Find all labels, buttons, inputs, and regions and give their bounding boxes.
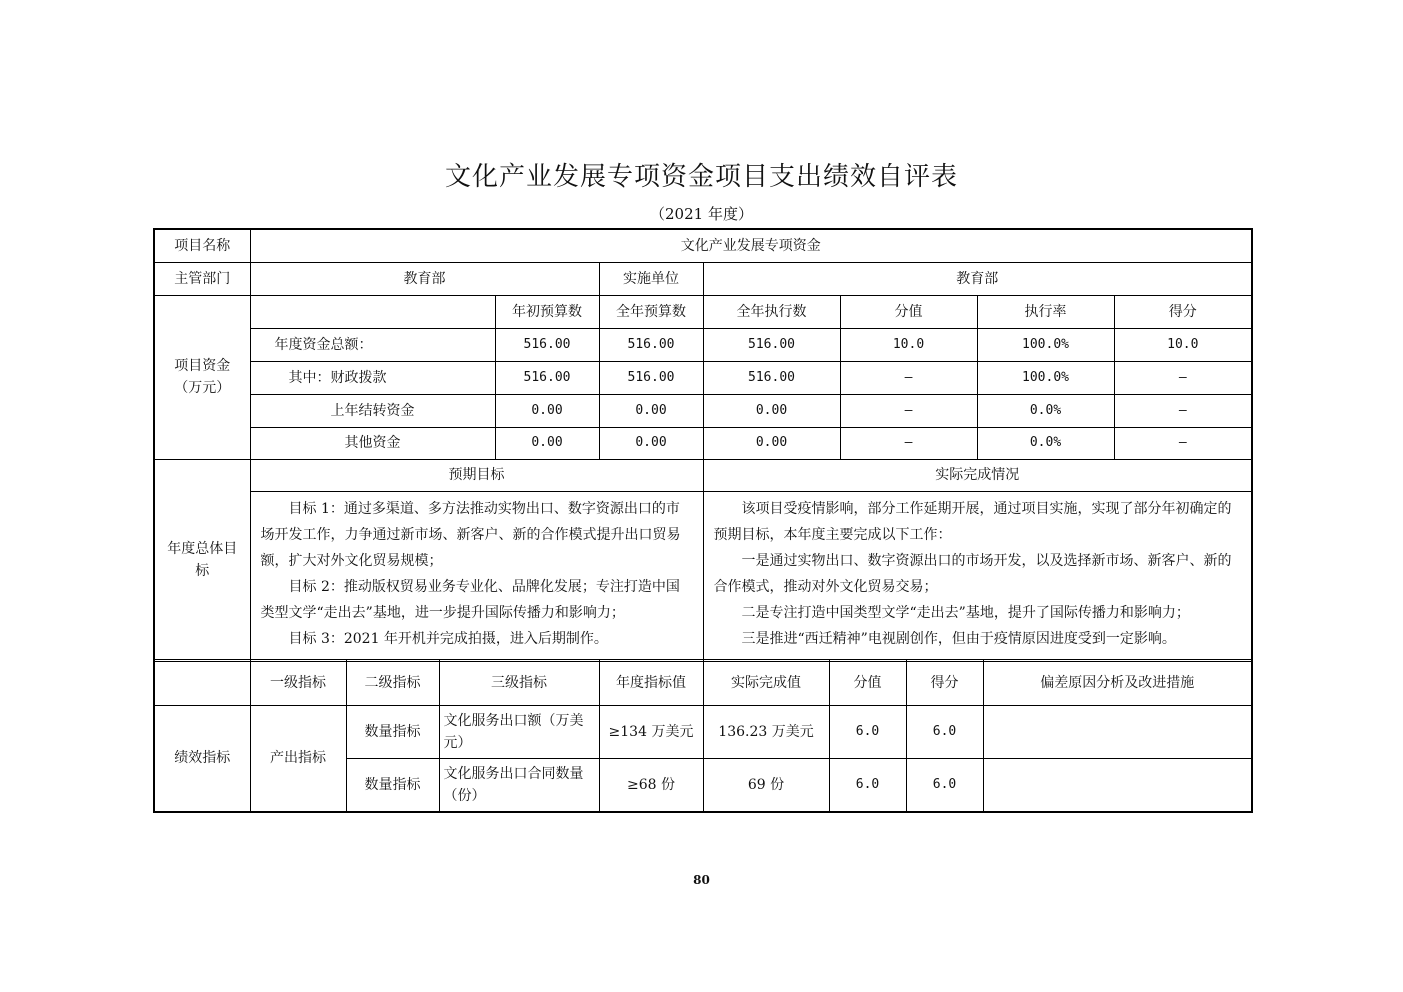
level2-indicator: 数量指标: [346, 706, 439, 759]
indicators-header: 分值: [829, 660, 906, 706]
funds-row: [154, 427, 1252, 459]
project-name-label: 项目名称: [154, 229, 250, 262]
expected-goal: 目标 1：通过多渠道、多方法推动实物出口、数字资源出口的市场开发工作，力争通过新市场、新客户、新的合作模式提升出口贸易额，扩大对外文化贸易规模；: [260, 500, 681, 569]
expected-goals-text: [250, 491, 703, 661]
actual-goals-text: [703, 491, 1252, 661]
funds-cell: 100.0%: [977, 361, 1114, 394]
level1-indicator: 产出指标: [250, 706, 346, 812]
funds-row: [154, 394, 1252, 427]
funds-row: [154, 361, 1252, 394]
indicators-header: 偏差原因分析及改进措施: [983, 660, 1252, 706]
expected-goal: 目标 3：2021 年开机并完成拍摄，进入后期制作。: [288, 630, 608, 647]
score-value: 6.0: [829, 759, 906, 812]
deviation-note: [983, 706, 1252, 759]
indicators-header: 得分: [906, 660, 983, 706]
funds-cell: 0.00: [495, 427, 599, 459]
page-number: 80: [693, 873, 710, 887]
got-value: 6.0: [906, 759, 983, 812]
funds-cell: 0.00: [495, 394, 599, 427]
actual-goals-header: 实际完成情况: [703, 459, 1252, 491]
indicators-label: 绩效指标: [154, 706, 250, 812]
indicator-row: [154, 706, 1252, 759]
funds-cell: 516.00: [495, 361, 599, 394]
indicators-header: 三级指标: [439, 660, 599, 706]
funds-cell: —: [1114, 394, 1252, 427]
funds-row-name: 其中：财政拨款: [250, 361, 495, 394]
funds-row: [154, 328, 1252, 361]
funds-cell: 10.0: [840, 328, 977, 361]
funds-cell: 0.00: [703, 427, 840, 459]
level2-indicator: 数量指标: [346, 759, 439, 812]
funds-header: 得分: [1114, 295, 1252, 328]
funds-cell: 516.00: [703, 361, 840, 394]
dept-value: 教育部: [250, 262, 599, 295]
funds-cell: —: [1114, 427, 1252, 459]
funds-header-blank: [250, 295, 495, 328]
got-value: 6.0: [906, 706, 983, 759]
indicators-header: 一级指标: [250, 660, 346, 706]
project-name-value: 文化产业发展专项资金: [250, 229, 1252, 262]
actual-value: 136.23 万美元: [703, 706, 829, 759]
funds-row-name: 年度资金总额：: [250, 328, 495, 361]
funds-cell: 0.00: [599, 394, 703, 427]
expected-goals-header: 预期目标: [250, 459, 703, 491]
indicators-table: [153, 659, 1253, 813]
dept-label: 主管部门: [154, 262, 250, 295]
funds-cell: —: [840, 394, 977, 427]
indicators-header-blank: [154, 660, 250, 706]
indicators-header: 年度指标值: [599, 660, 703, 706]
actual-value: 69 份: [703, 759, 829, 812]
target-value: ≥68 份: [599, 759, 703, 812]
funds-cell: 516.00: [599, 328, 703, 361]
funds-cell: 516.00: [703, 328, 840, 361]
level3-indicator: 文化服务出口额（万美元）: [439, 706, 599, 759]
funds-row-name: 上年结转资金: [250, 394, 495, 427]
goals-label: 年度总体目 标: [154, 459, 250, 661]
indicators-header: 二级指标: [346, 660, 439, 706]
funds-cell: —: [840, 427, 977, 459]
funds-cell: 0.0%: [977, 394, 1114, 427]
actual-goal: 三是推进“西迁精神”电视剧创作，但由于疫情原因进度受到一定影响。: [741, 630, 1176, 647]
funds-cell: 0.00: [599, 427, 703, 459]
level3-indicator: 文化服务出口合同数量（份）: [439, 759, 599, 812]
funds-cell: —: [1114, 361, 1252, 394]
actual-goal: 一是通过实物出口、数字资源出口的市场开发，以及选择新市场、新客户、新的合作模式，推动对外文化贸易交易；: [713, 552, 1232, 595]
funds-cell: 100.0%: [977, 328, 1114, 361]
funds-cell: 0.00: [703, 394, 840, 427]
page-subtitle: （2021 年度）: [650, 205, 753, 223]
target-value: ≥134 万美元: [599, 706, 703, 759]
funds-cell: 10.0: [1114, 328, 1252, 361]
actual-goal: 二是专注打造中国类型文学“走出去”基地，提升了国际传播力和影响力；: [741, 604, 1190, 621]
funds-header: 全年执行数: [703, 295, 840, 328]
funds-header: 全年预算数: [599, 295, 703, 328]
funds-header: 分值: [840, 295, 977, 328]
expected-goal: 目标 2：推动版权贸易业务专业化、品牌化发展；专注打造中国类型文学“走出去”基地，进一步提升国际传播力和影响力；: [260, 578, 680, 621]
funds-cell: —: [840, 361, 977, 394]
funds-header: 年初预算数: [495, 295, 599, 328]
funds-cell: 516.00: [599, 361, 703, 394]
indicators-header: 实际完成值: [703, 660, 829, 706]
impl-label: 实施单位: [599, 262, 703, 295]
summary-table: [153, 228, 1253, 662]
score-value: 6.0: [829, 706, 906, 759]
funds-label: 项目资金 （万元）: [154, 295, 250, 459]
funds-cell: 0.0%: [977, 427, 1114, 459]
page-title: 文化产业发展专项资金项目支出绩效自评表: [444, 162, 958, 192]
funds-row-name: 其他资金: [250, 427, 495, 459]
impl-value: 教育部: [703, 262, 1252, 295]
funds-header: 执行率: [977, 295, 1114, 328]
actual-goal: 该项目受疫情影响，部分工作延期开展，通过项目实施，实现了部分年初确定的预期目标，本年度主要完成以下工作：: [713, 500, 1232, 543]
deviation-note: [983, 759, 1252, 812]
funds-cell: 516.00: [495, 328, 599, 361]
